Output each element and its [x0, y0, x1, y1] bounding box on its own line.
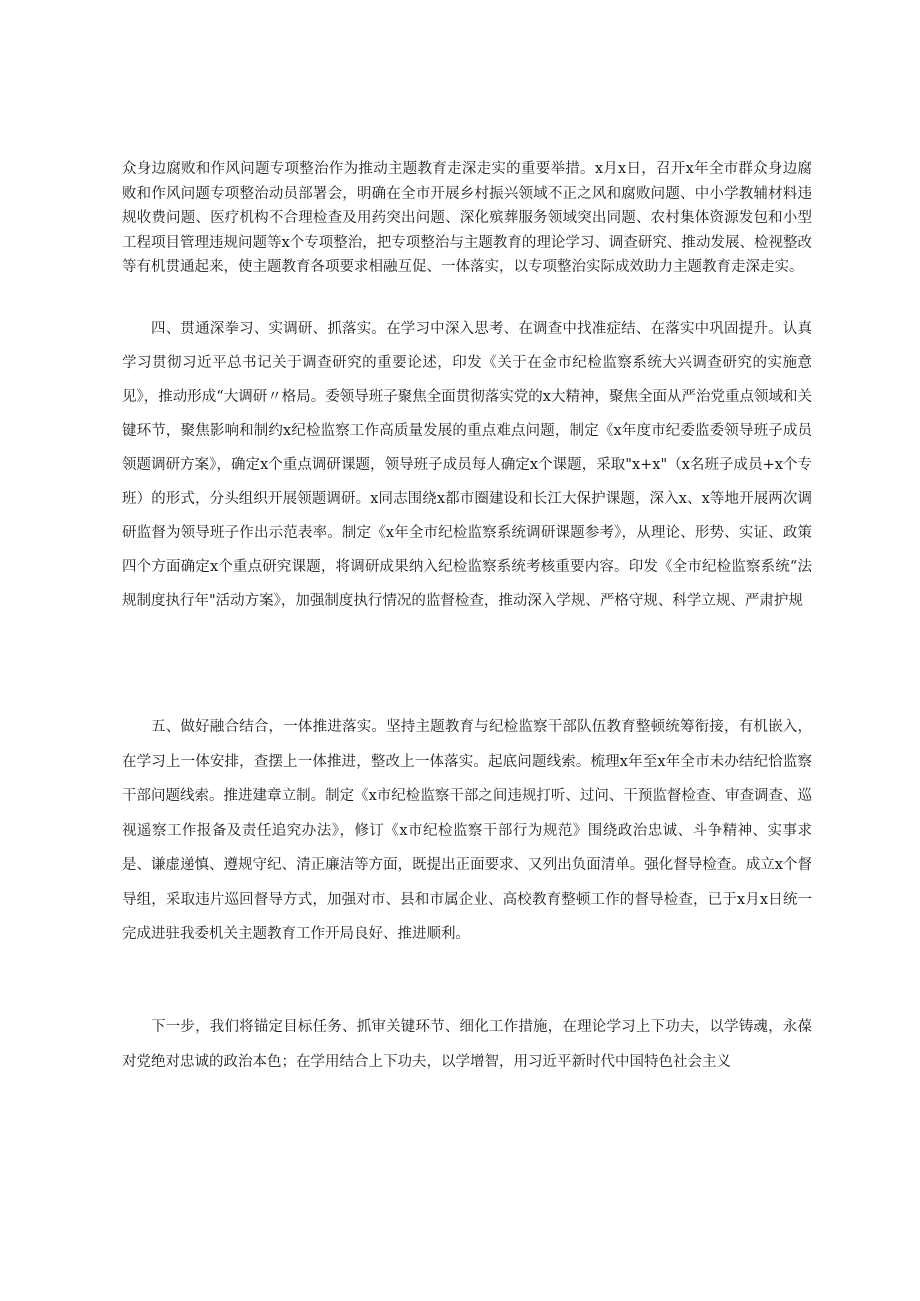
paragraph-section-five-integration: 五、做好融合结合，一体推进落实。坚持主题教育与纪检监察干部队伍教育整顿统筹衔接，有机嵌入，在学习上一体安排，查摆上一体推进，整改上一体落实。起底问题线索。梳理x年至x年全市未办结纪恰监察干部问题线索。推进建章立制。制定《x市纪检监察干部之间违规打听、过问、干预监督检查、审查调查、巡视遥察工作报备及责任追究办法》，修订《x市纪检监察干部行为规范》围绕政治忠诚、斗争精神、实事求是、谦虚递慎、遵规守纪、清正廉洁等方面，既提出正面要求、又列出负面清单。强化督导检查。成立x个督导组，采取违片巡回督导方式，加强对市、县和市属企业、高校教育整顿工作的督导检查，已于x月x日统一完成进驻我委机关主题教育工作开局良好、推进顺利。 [122, 719, 812, 942]
paragraph-section-four-research: 四、贯通深拳习、实调研、抓落实。在学习中深入思考、在调查中找准症结、在落实中巩固提升。认真学习贯彻习近平总书记关于调查研究的重要论述，印发《关于在金市纪检监察系统大兴调查研究的实施意见》，推动形成“大调研〃格局。委领导班子聚焦全面贯彻落实党的x大精神，聚焦全面从严治党重点领域和关键环节，聚焦影响和制约x纪检监察工作高质量发展的重点难点问题，制定《x年度市纪委监委领导班子成员领题调研方案》，确定x个重点调研课题，领导班子成员每人确定x个课题，采取"x+x"（x名班子成员+x个专班）的形式，分头组织开展领题调研。x同志围绕x都市圈建设和长江大保护课题，深入x、x等地开展两次调研监督为领导班子作出示范表率。制定《x年全市纪检监察系统调研课题参考》，从理论、形势、实证、政策四个方面确定x个重点研究课题，将调研成果纳入纪检监察系统考核重要内容。印发《全市纪检监察系统“法规制度执行年"活动方案》，加强制度执行情况的监督检查，推动深入学规、严格守规、科学立规、严肃护规 [122, 321, 812, 609]
paragraph-next-steps: 下一步，我们将锚定目标任务、抓审关键环节、细化工作措施，在理论学习上下功夫，以学铸魂，永葆对党绝对忠诚的政治本色；在学用结合上下功夫，以学增智，用习近平新时代中国特色社会主义 [122, 1019, 812, 1070]
paragraph-special-rectification: 众身边腐败和作风问题专项整治作为推动主题教育走深走实的重要举措。x月x日，召开x年全市群众身边腐败和作风问题专项整治动员部署会，明确在全市开展乡村振兴领域不正之风和腐败问题、中小学教辅材料违规收费问题、医疗机构不合理检查及用药突出问题、深化殡葬服务领域突出同题、农村集体资源发包和小型工程项目管理违规问题等x个专项整治，把专项整治与主题教育的理论学习、调查研究、推动发展、检视整改等有机贯通起来，使主题教育各项要求相融互促、一体落实，以专项整治实际成效助力主题教育走深走实。 [122, 161, 812, 275]
